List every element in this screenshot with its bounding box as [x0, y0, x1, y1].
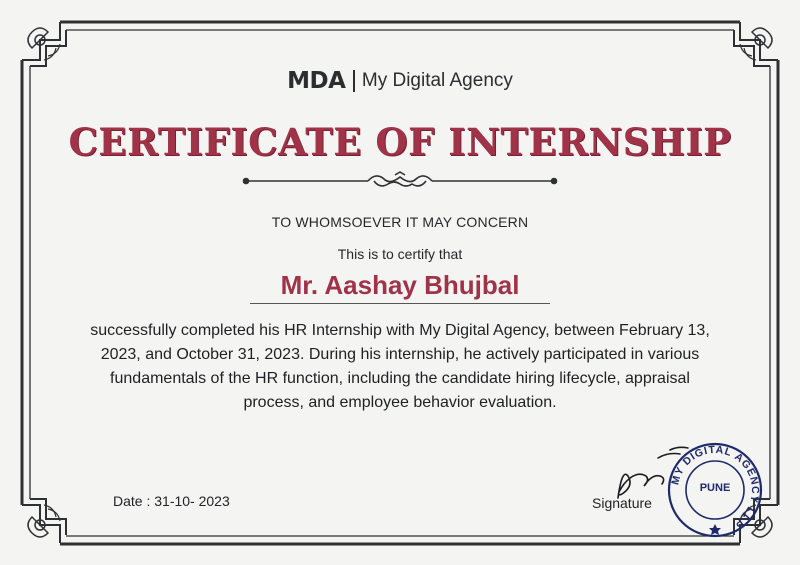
issue-date: Date : 31-10- 2023 — [113, 493, 230, 509]
certificate-title: CERTIFICATE OF INTERNSHIP — [68, 120, 732, 164]
company-logo — [0, 64, 800, 98]
recipient-name: Mr. Aashay Bhujbal — [280, 270, 520, 300]
stamp-city: PUNE — [699, 482, 731, 494]
signature-label: Signature — [592, 495, 652, 511]
name-underline — [250, 303, 550, 304]
company-name: My Digital Agency — [361, 70, 513, 91]
salutation: TO WHOMSOEVER IT MAY CONCERN — [271, 214, 529, 230]
ornament-divider — [240, 170, 560, 192]
logo-mark: MDA — [287, 68, 346, 94]
logo-separator — [353, 70, 355, 92]
certificate-body: successfully completed his HR Internship with My Digital Agency, between February 13, 2023, and October 31, 2023. During his internship, he actively participated in various fundamentals of the HR function, including the candidate hiring lifecycle, appraisal process, and employee behavior evaluation. — [90, 322, 710, 411]
certify-intro: This is to certify that — [337, 246, 463, 262]
stamp-ring-text: MY DIGITAL AGENCY LLP — [669, 443, 762, 530]
